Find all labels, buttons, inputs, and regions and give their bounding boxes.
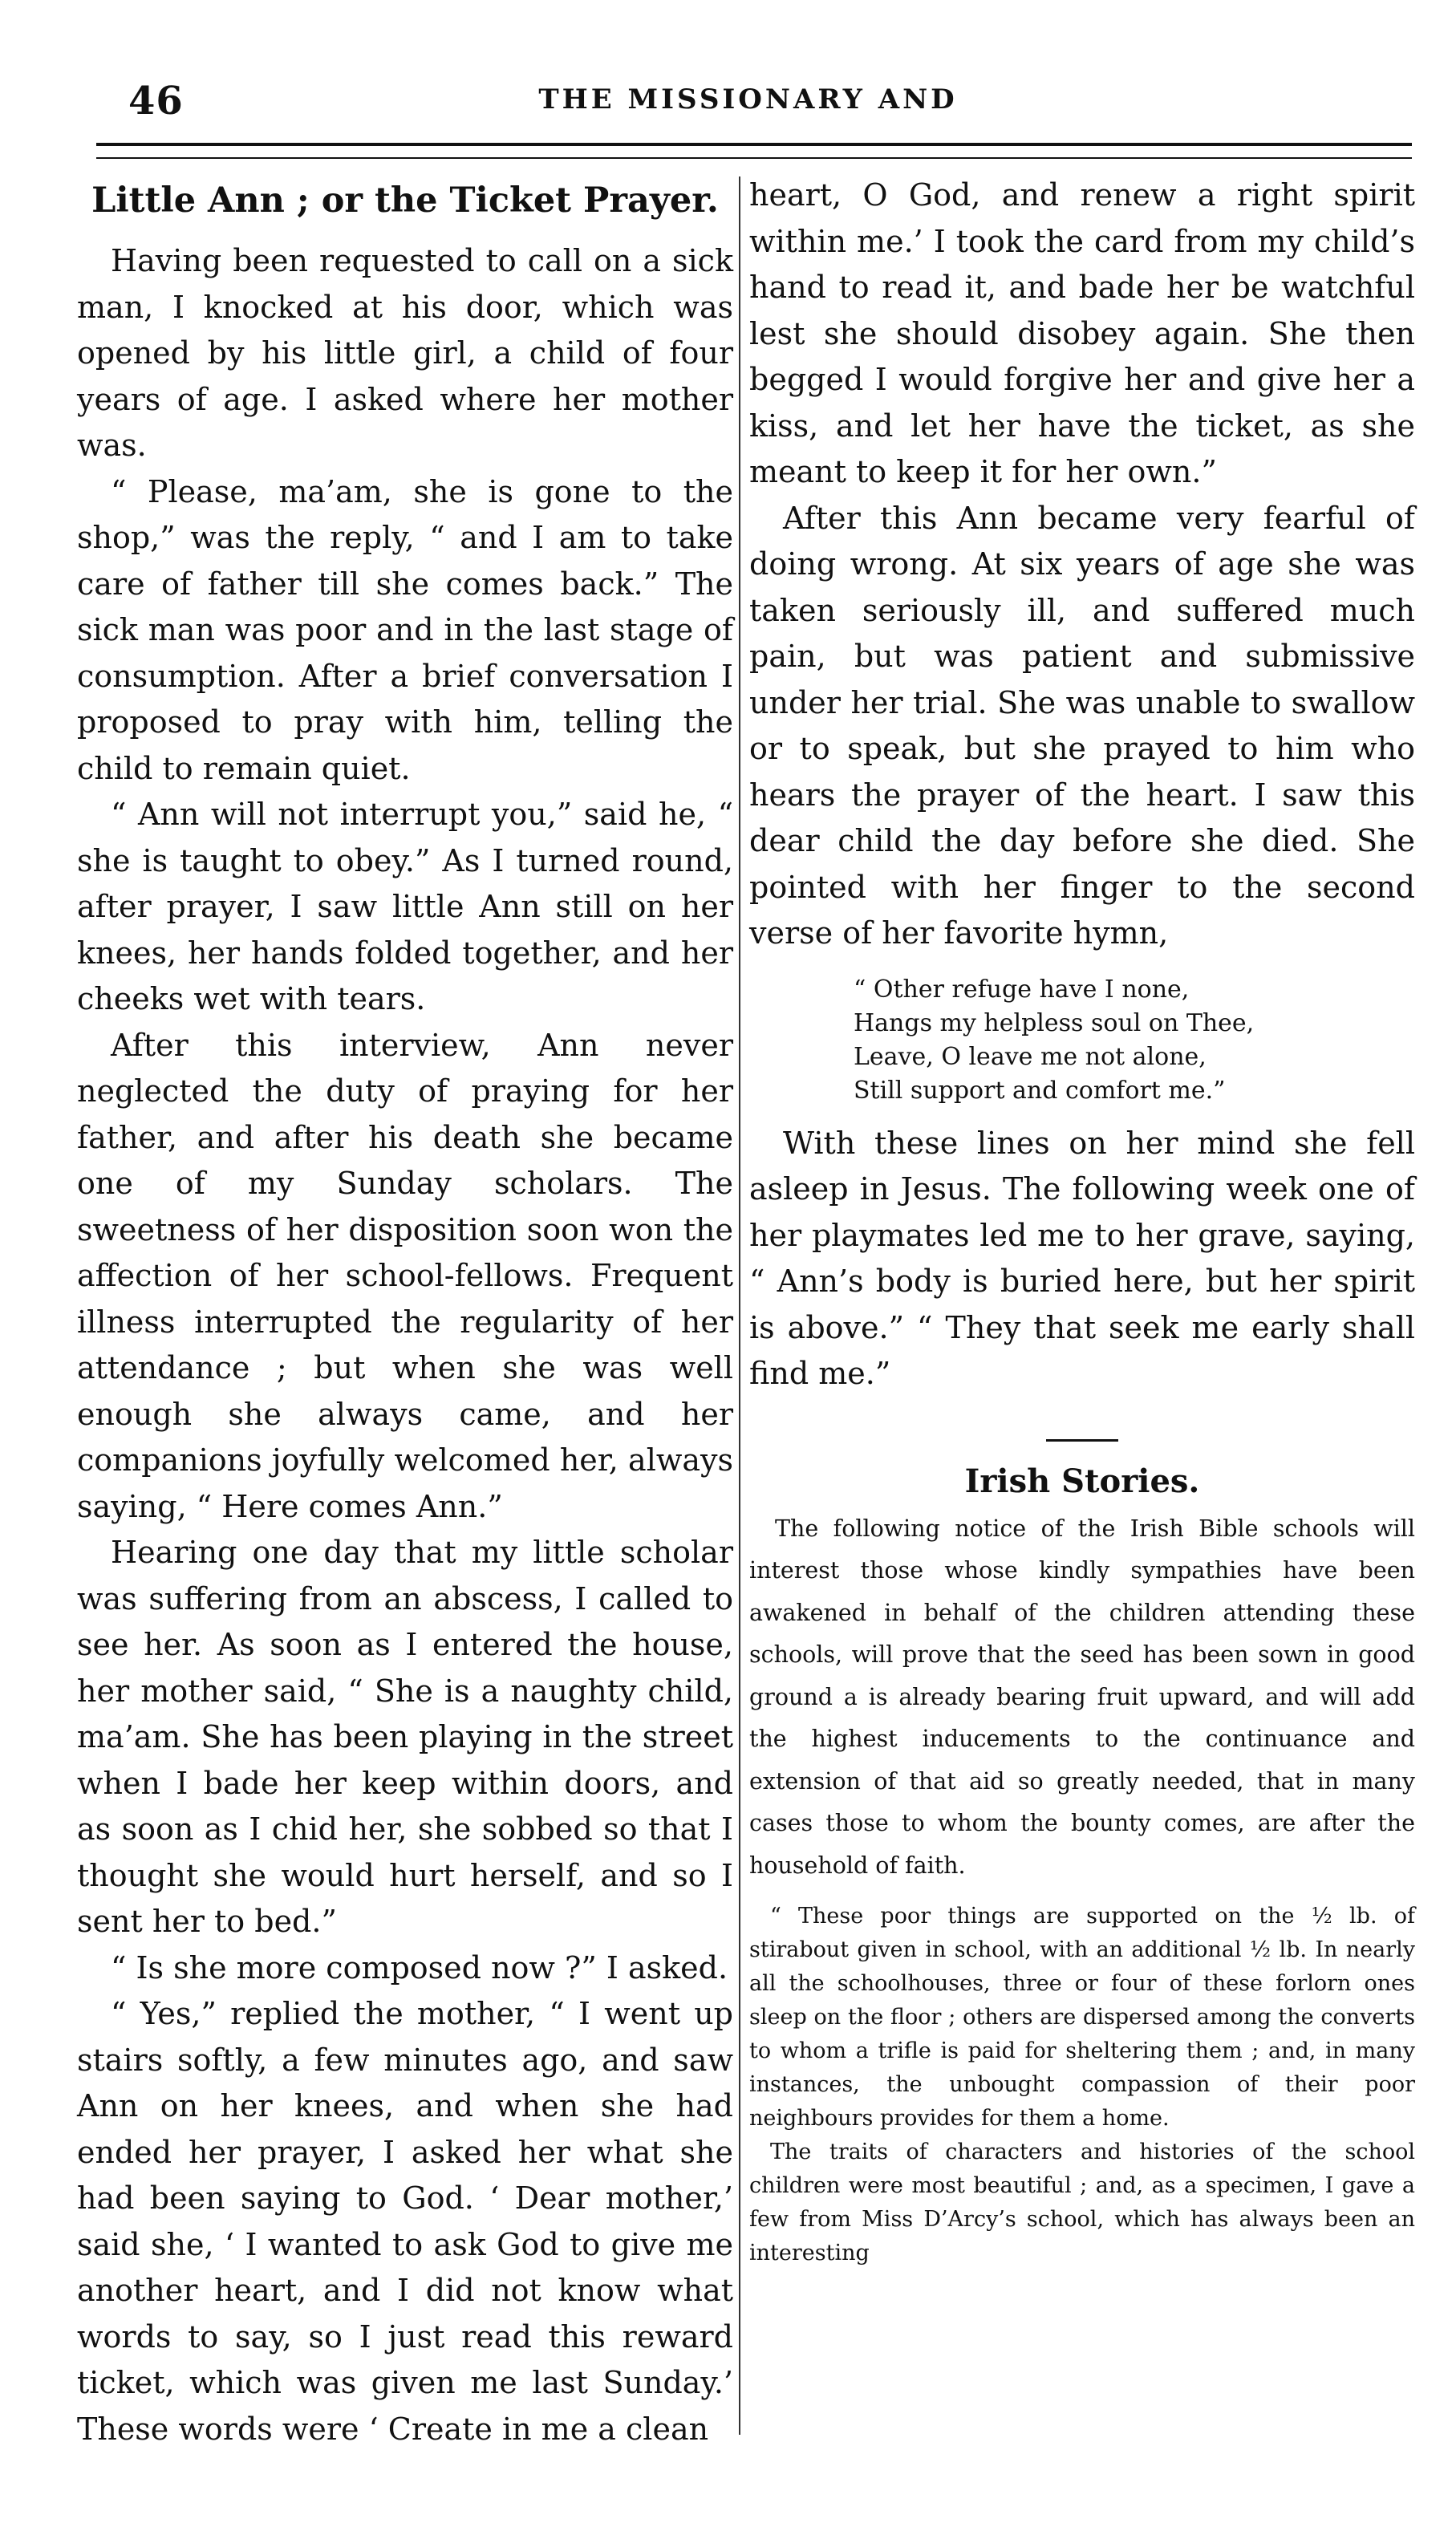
header-double-rule bbox=[96, 143, 1412, 159]
paragraph: heart, O God, and renew a right spirit within me.’ I took the card from my child’s hand to read it, and bade her be watchful lest she should disobey again. She then begged I would forgive her and give her a kiss, and let her have the ticket, as she meant to keep it for her own.” bbox=[749, 177, 1415, 489]
irish-stories-intro bbox=[749, 1508, 1415, 1888]
story-continuation bbox=[749, 172, 1415, 957]
paragraph: The following notice of the Irish Bible schools will interest those whose kindly sympathies have been awakened in behalf of the children attending these schools, will prove that the seed has been sown in good ground a is already bearing fruit upward, and will add the highest inducements to the continuance and extension of that aid so greatly needed, that in many cases those to whom the bounty comes, are after the household of faith. bbox=[749, 1515, 1415, 1879]
paragraph: After this interview, Ann never neglected the duty of praying for her father, and after his death she became one of my Sunday scholars. The sweetness of her disposition soon won the affection of her school-fellows. Frequent illness interrupted the regularity of her attendance ; but when she was well enough she always came, and her companions joyfully welcomed her, always saying, “ Here comes Ann.” bbox=[77, 1027, 733, 1524]
column-divider bbox=[739, 176, 740, 2435]
right-column bbox=[749, 172, 1415, 2270]
page-number: 46 bbox=[128, 79, 184, 124]
paragraph: Having been requested to call on a sick man, I knocked at his door, which was opened by his little girl, a child of four years of age. I asked where her mother was. bbox=[77, 243, 733, 463]
running-head: THE MISSIONARY AND bbox=[538, 83, 958, 116]
page-header bbox=[96, 71, 1400, 127]
left-column bbox=[77, 172, 733, 2452]
paragraph: After this Ann became very fearful of doing wrong. At six years of age she was taken seriously ill, and suffered much pain, but was patient and submissive under her trial. She was unable to swallow or to speak, but she prayed to him who hears the prayer of the heart. I saw this dear child the day before she died. She pointed with her finger to the second verse of her favorite hymn, bbox=[749, 500, 1415, 951]
hymn-line: Leave, O leave me not alone, bbox=[854, 1042, 1207, 1071]
paragraph: “ Yes,” replied the mother, “ I went up stairs softly, a few minutes ago, and saw Ann on her knees, and when she had ended her prayer, I asked her what she had been saying to God. ‘ Dear mother,’ said she, ‘ I wanted to ask God to give me another heart, and I did not know what words to say, so I just read this reward ticket, which was given me last Sunday.’ These words were ‘ Create in me a clean bbox=[77, 1996, 733, 2447]
paragraph: “ Is she more composed now ?” I asked. bbox=[111, 1949, 728, 1985]
hymn-line: Still support and comfort me.” bbox=[854, 1076, 1226, 1105]
paragraph: “ Ann will not interrupt you,” said he, “ she is taught to obey.” As I turned round, after prayer, I saw little Ann still on her knees, her hands folded together, and her cheeks wet with tears. bbox=[77, 797, 733, 1016]
paragraph: Hearing one day that my little scholar was suffering from an abscess, I called to see her. As soon as I entered the house, her mother said, “ She is a naughty child, ma’am. She has been playing in the street when I bade her keep within doors, and as soon as I chid her, she sobbed so that I thought she would hurt herself, and so I sent her to bed.” bbox=[77, 1535, 733, 1939]
hymn-line: “ Other refuge have I none, bbox=[854, 975, 1190, 1004]
section-separator bbox=[1046, 1439, 1118, 1442]
paragraph: “ Please, ma’am, she is gone to the shop,” was the reply, “ and I am to take care of father till she comes back.” The sick man was poor and in the last stage of consumption. After a brief conversation I proposed to pray with him, telling the child to remain quiet. bbox=[77, 473, 733, 786]
story-title-irish-stories: Irish Stories. bbox=[964, 1462, 1200, 1500]
paragraph: The traits of characters and histories of the school children were most beautiful ; and, as a specimen, I gave a few from Miss D’Arcy’s school, which has always been an interesting bbox=[749, 2140, 1415, 2265]
paragraph: With these lines on her mind she fell asleep in Jesus. The following week one of her playmates led me to her grave, saying, “ Ann’s body is buried here, but her spirit is above.” “ They that seek me early shall find me.” bbox=[749, 1125, 1415, 1391]
story-body-little-ann bbox=[77, 238, 733, 2452]
story-closing bbox=[749, 1121, 1415, 1397]
story-title-little-ann: Little Ann ; or the Ticket Prayer. bbox=[91, 180, 719, 221]
hymn-verse bbox=[854, 973, 1415, 1108]
hymn-line: Hangs my helpless soul on Thee, bbox=[854, 1008, 1255, 1037]
paragraph: “ These poor things are supported on the ½ lb. of stirabout given in school, with an additional ½ lb. In nearly all the schoolhouses, three or four of these forlorn ones sleep on the floor ; others are dispersed among the converts to whom a trifle is paid for sheltering them ; and, in many instances, the unbought compassion of their poor neighbours provides for them a home. bbox=[749, 1904, 1415, 2131]
irish-stories-quote bbox=[749, 1900, 1415, 2270]
